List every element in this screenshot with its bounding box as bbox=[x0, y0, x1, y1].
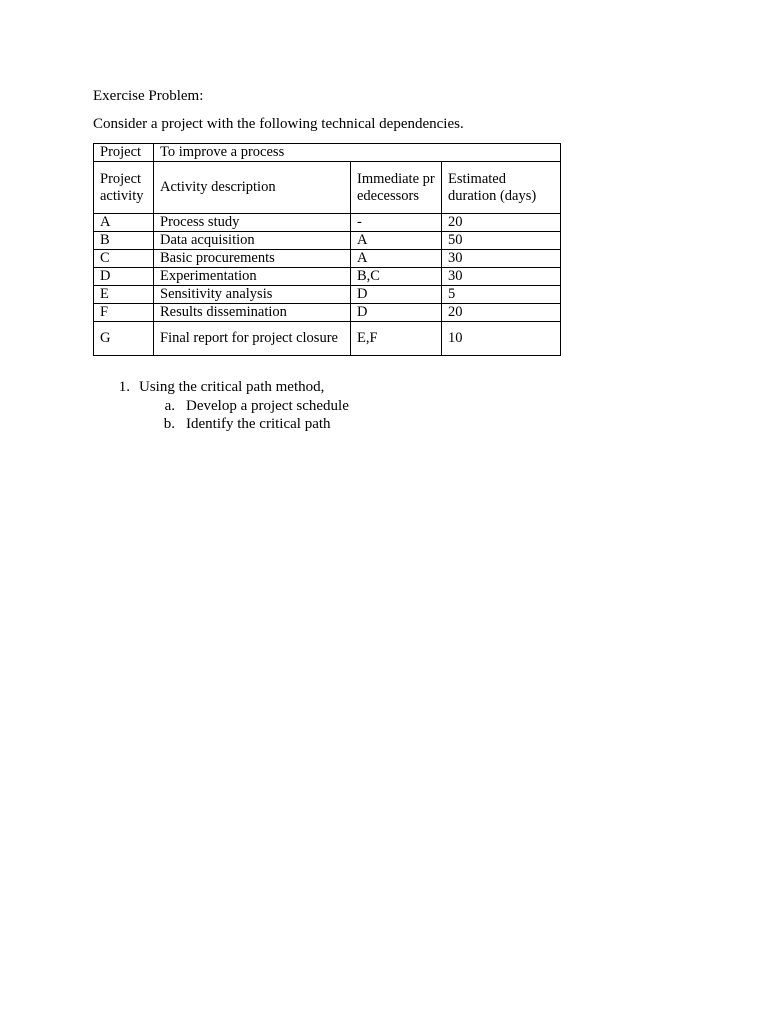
predecessors-cell: - bbox=[351, 214, 442, 232]
description-cell: Data acquisition bbox=[154, 232, 351, 250]
project-label-cell: Project bbox=[94, 144, 154, 162]
exercise-heading: Exercise Problem: bbox=[93, 88, 204, 104]
header-row bbox=[94, 162, 561, 214]
predecessors-cell: B,C bbox=[351, 268, 442, 286]
activity-cell: A bbox=[94, 214, 154, 232]
activity-cell: B bbox=[94, 232, 154, 250]
list-text: Using the critical path method, bbox=[139, 379, 325, 395]
header-description: Activity description bbox=[154, 162, 351, 214]
table-row bbox=[94, 304, 561, 322]
sub-list-letter: a. bbox=[164, 397, 175, 414]
activity-cell: D bbox=[94, 268, 154, 286]
activity-cell: E bbox=[94, 286, 154, 304]
description-cell: Results dissemination bbox=[154, 304, 351, 322]
description-cell: Final report for project closure bbox=[154, 322, 351, 356]
predecessors-cell: D bbox=[351, 286, 442, 304]
sub-list-letter: b. bbox=[163, 416, 175, 432]
description-cell: Experimentation bbox=[154, 268, 351, 286]
duration-cell: 10 bbox=[442, 322, 561, 356]
description-cell: Sensitivity analysis bbox=[154, 286, 351, 304]
dependencies-table bbox=[93, 143, 561, 356]
header-duration: Estimated duration (days) bbox=[442, 162, 561, 214]
duration-cell: 50 bbox=[442, 232, 561, 250]
predecessors-cell: D bbox=[351, 304, 442, 322]
table-row bbox=[94, 322, 561, 356]
duration-cell: 30 bbox=[442, 250, 561, 268]
duration-cell: 5 bbox=[442, 286, 561, 304]
table-row bbox=[94, 250, 561, 268]
description-cell: Process study bbox=[154, 214, 351, 232]
header-predecessors: Immediate predecessors bbox=[351, 162, 442, 214]
activity-cell: F bbox=[94, 304, 154, 322]
predecessors-cell: A bbox=[351, 250, 442, 268]
project-row bbox=[94, 144, 561, 162]
list-number: 1. bbox=[118, 379, 130, 395]
duration-cell: 20 bbox=[442, 214, 561, 232]
table-row bbox=[94, 232, 561, 250]
predecessors-cell: E,F bbox=[351, 322, 442, 356]
project-value-cell: To improve a process bbox=[154, 144, 561, 162]
intro-paragraph: Consider a project with the following technical dependencies. bbox=[93, 116, 464, 132]
duration-cell: 20 bbox=[442, 304, 561, 322]
header-activity: Project activity bbox=[94, 162, 154, 214]
activity-cell: C bbox=[94, 250, 154, 268]
description-cell: Basic procurements bbox=[154, 250, 351, 268]
sub-list-text: Develop a project schedule bbox=[186, 397, 349, 414]
table-row bbox=[94, 268, 561, 286]
predecessors-cell: A bbox=[351, 232, 442, 250]
table-row bbox=[94, 214, 561, 232]
duration-cell: 30 bbox=[442, 268, 561, 286]
sub-list-text: Identify the critical path bbox=[186, 416, 331, 432]
table-row bbox=[94, 286, 561, 304]
activity-cell: G bbox=[94, 322, 154, 356]
